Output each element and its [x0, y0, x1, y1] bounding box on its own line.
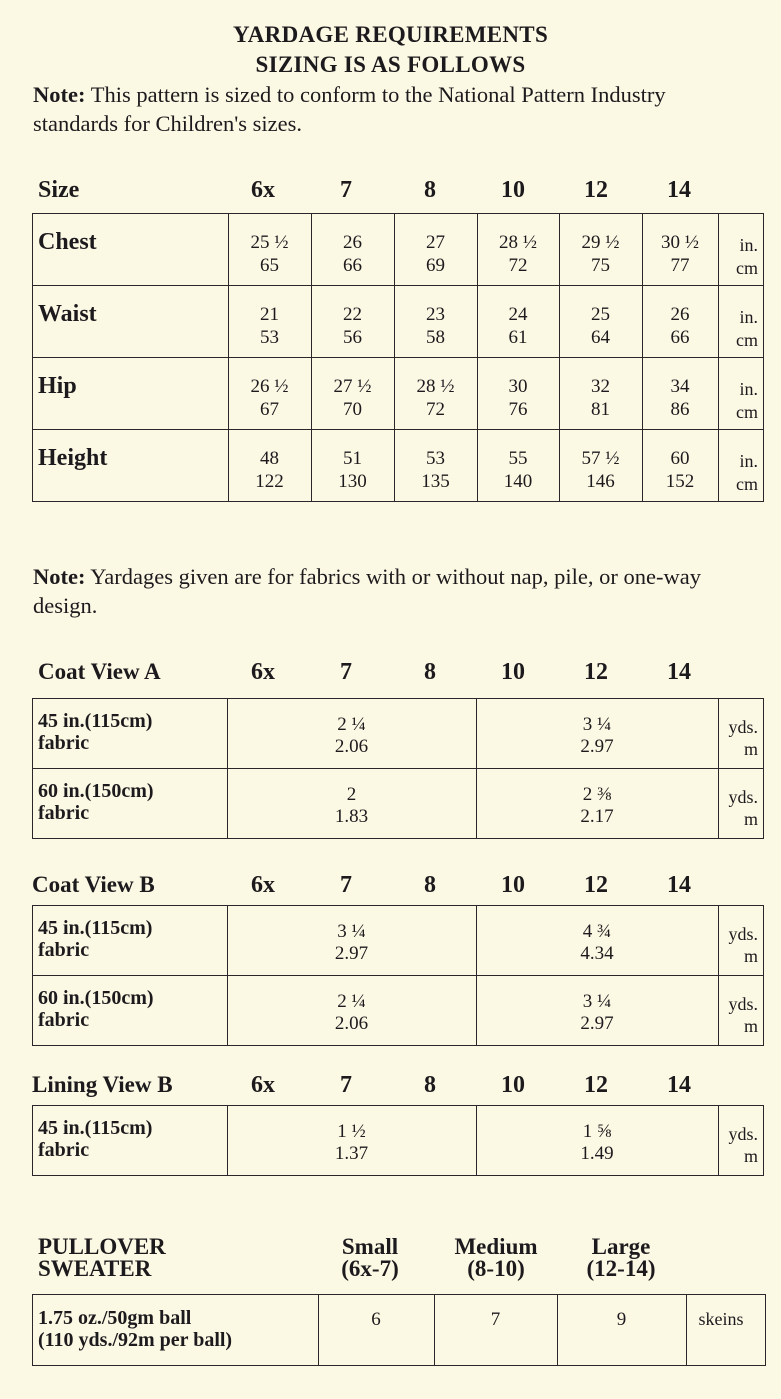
size-range: (12-14) [586, 1256, 656, 1281]
divider [32, 285, 764, 286]
value-inches: 27 [426, 232, 445, 253]
size-column-header: 12 [584, 1072, 608, 1098]
value-cm: 65 [260, 255, 279, 276]
size-column-header: 8 [424, 1072, 436, 1098]
yardage-table-title: Coat View A [38, 659, 161, 684]
yardage-small-m: 2.06 [334, 736, 369, 757]
yardage-large-m: 2.97 [580, 736, 614, 757]
fabric-word: fabric [38, 1009, 90, 1031]
size-name: Medium [454, 1234, 538, 1259]
value-inches: 48 [260, 448, 279, 469]
yardage-small-yds: 3 ¼ [337, 921, 366, 942]
divider [32, 975, 764, 976]
yardage-large-yds: 2 ⅜ [582, 784, 612, 805]
size-column-header: 7 [340, 1072, 352, 1098]
size-column-header: 6x [251, 872, 275, 898]
note-label: Note: [33, 564, 86, 589]
size-column-header: 14 [667, 1072, 691, 1098]
size-name: Small [341, 1234, 399, 1259]
value-cm: 66 [343, 255, 362, 276]
value-cm: 122 [255, 471, 284, 492]
yardage-small-yds: 2 ¼ [337, 991, 366, 1012]
sweater-title-line2: SWEATER [38, 1256, 152, 1281]
unit-inches: in. [739, 235, 758, 255]
size-column-header: 12 [584, 177, 608, 203]
value-inches: 30 [508, 376, 528, 397]
page-subtitle: SIZING IS AS FOLLOWS [255, 52, 526, 77]
value-cm: 72 [508, 255, 528, 276]
yardage-large-yds: 1 ⅝ [582, 1121, 612, 1142]
size-column-large [566, 1236, 676, 1280]
divider [32, 768, 764, 769]
value-inches: 51 [343, 448, 362, 469]
yardage-small-yds: 1 ½ [337, 1121, 366, 1142]
yardage-small-m: 1.83 [334, 806, 369, 827]
unit-yards: yds. [728, 994, 758, 1014]
value-cm: 64 [591, 327, 610, 348]
size-column-small [318, 1236, 422, 1280]
value-cm: 146 [586, 471, 615, 492]
value-inches: 60 [670, 448, 690, 469]
value-inches: 53 [426, 448, 445, 469]
yardage-small-m: 2.97 [334, 943, 369, 964]
value-cm: 67 [260, 399, 279, 420]
unit-yards: yds. [728, 717, 758, 737]
fabric-word: fabric [38, 802, 90, 824]
size-column-header: 14 [667, 872, 691, 898]
size-range: (8-10) [467, 1256, 525, 1281]
value-inches: 57 ½ [581, 448, 620, 469]
size-column-header: 10 [501, 1072, 525, 1098]
fabric-width-label [38, 780, 154, 824]
yardage-small-yds: 2 ¼ [337, 714, 366, 735]
value-cm: 70 [343, 399, 362, 420]
fabric-width: 45 in.(115cm) [38, 710, 153, 732]
unit-inches: in. [739, 379, 758, 399]
fabric-width: 60 in.(150cm) [38, 987, 154, 1009]
size-column-header: 10 [501, 872, 525, 898]
fabric-word: fabric [38, 939, 90, 961]
yardage-small-yds: 2 [346, 784, 357, 805]
value-inches: 34 [670, 376, 690, 397]
unit-inches: in. [739, 451, 758, 471]
value-cm: 53 [260, 327, 279, 348]
unit-meters: m [743, 1146, 758, 1166]
note-text: This pattern is sized to conform to the National Pattern Industry standards for Children's sizes. [33, 82, 666, 136]
value-inches: 27 ½ [333, 376, 372, 397]
unit-cm: cm [736, 330, 758, 350]
yardage-table-title: Lining View B [32, 1072, 173, 1097]
yardage-large-m: 2.97 [580, 1013, 614, 1034]
yardage-large-m: 4.34 [580, 943, 614, 964]
page-title: YARDAGE REQUIREMENTS [232, 22, 549, 47]
value-cm: 135 [421, 471, 450, 492]
value-inches: 23 [426, 304, 445, 325]
size-column-header: 8 [424, 177, 436, 203]
size-column-header: 7 [340, 659, 352, 685]
unit-cm: cm [736, 474, 758, 494]
size-column-header: 7 [340, 177, 352, 203]
sweater-title-line1: PULLOVER [38, 1234, 166, 1259]
value-inches: 28 ½ [499, 232, 537, 253]
value-inches: 26 [343, 232, 362, 253]
size-name: Large [591, 1234, 651, 1259]
value-cm: 58 [426, 327, 445, 348]
value-cm: 81 [591, 399, 610, 420]
value-cm: 72 [426, 399, 445, 420]
yardage-large-yds: 3 ¼ [582, 714, 612, 735]
skein-count-large: 9 [616, 1309, 627, 1330]
value-inches: 26 ½ [250, 376, 289, 397]
measurement-label: Hip [38, 373, 77, 399]
size-column-medium [436, 1236, 556, 1280]
value-inches: 25 ½ [250, 232, 289, 253]
fabric-width: 45 in.(115cm) [38, 1117, 153, 1139]
yardage-small-m: 2.06 [334, 1013, 369, 1034]
unit-meters: m [743, 739, 758, 759]
value-cm: 86 [670, 399, 690, 420]
size-column-header: 6x [251, 1072, 275, 1098]
yardage-large-m: 1.49 [580, 1143, 614, 1164]
value-cm: 140 [503, 471, 533, 492]
sizing-note [33, 80, 753, 138]
value-inches: 25 [591, 304, 610, 325]
size-column-header: 12 [584, 659, 608, 685]
value-inches: 30 ½ [661, 232, 699, 253]
fabric-width-label [38, 917, 152, 961]
size-column-header: 10 [501, 177, 525, 203]
value-cm: 77 [670, 255, 690, 276]
note-text: Yardages given are for fabrics with or without nap, pile, or one-way design. [33, 564, 701, 618]
measurement-label: Height [38, 445, 108, 471]
unit-cm: cm [736, 402, 758, 422]
unit-inches: in. [739, 307, 758, 327]
yardage-large-yds: 3 ¼ [582, 991, 612, 1012]
size-column-header: 10 [501, 659, 525, 685]
size-range: (6x-7) [341, 1256, 399, 1281]
yarn-length: (110 yds./92m per ball) [38, 1329, 233, 1351]
value-inches: 55 [508, 448, 528, 469]
note-label: Note: [33, 82, 86, 107]
yardage-table-title: Coat View B [32, 872, 155, 897]
size-column-header: 6x [251, 177, 275, 203]
fabric-width: 60 in.(150cm) [38, 780, 154, 802]
value-cm: 75 [591, 255, 610, 276]
divider [32, 429, 764, 430]
unit-yards: yds. [728, 1124, 758, 1144]
size-column-header: 6x [251, 659, 275, 685]
unit-meters: m [743, 946, 758, 966]
fabric-word: fabric [38, 732, 90, 754]
value-inches: 28 ½ [416, 376, 455, 397]
yardage-note [33, 562, 753, 620]
unit-meters: m [743, 1016, 758, 1036]
skein-count-medium: 7 [490, 1309, 501, 1330]
fabric-width-label [38, 987, 154, 1031]
measurement-label: Chest [38, 229, 97, 255]
unit-cm: cm [736, 258, 758, 278]
fabric-width: 45 in.(115cm) [38, 917, 153, 939]
yardage-large-m: 2.17 [580, 806, 614, 827]
unit-yards: yds. [728, 924, 758, 944]
unit-yards: yds. [728, 787, 758, 807]
size-column-header: 14 [667, 177, 691, 203]
divider [32, 357, 764, 358]
size-column-header: 8 [424, 872, 436, 898]
value-inches: 21 [260, 304, 279, 325]
value-inches: 22 [343, 304, 362, 325]
value-cm: 76 [508, 399, 528, 420]
fabric-word: fabric [38, 1139, 90, 1161]
fabric-width-label [38, 710, 152, 754]
yardage-large-yds: 4 ¾ [582, 921, 612, 942]
size-column-header: 7 [340, 872, 352, 898]
measurement-label: Waist [38, 301, 97, 327]
value-cm: 56 [343, 327, 362, 348]
size-label: Size [38, 177, 80, 203]
yarn-weight: 1.75 oz./50gm ball [38, 1307, 192, 1329]
yardage-small-m: 1.37 [334, 1143, 369, 1164]
value-inches: 24 [508, 304, 528, 325]
size-column-header: 14 [667, 659, 691, 685]
value-cm: 152 [665, 471, 695, 492]
size-column-header: 12 [584, 872, 608, 898]
value-cm: 130 [338, 471, 367, 492]
sweater-title [38, 1236, 166, 1280]
fabric-width-label [38, 1117, 152, 1161]
value-inches: 26 [670, 304, 690, 325]
value-inches: 29 ½ [581, 232, 620, 253]
yarn-description [38, 1307, 232, 1351]
skein-count-small: 6 [371, 1309, 381, 1330]
value-cm: 69 [426, 255, 445, 276]
value-cm: 66 [670, 327, 690, 348]
unit-meters: m [743, 809, 758, 829]
size-column-header: 8 [424, 659, 436, 685]
skein-unit: skeins [698, 1309, 744, 1329]
value-inches: 32 [591, 376, 610, 397]
value-cm: 61 [508, 327, 528, 348]
